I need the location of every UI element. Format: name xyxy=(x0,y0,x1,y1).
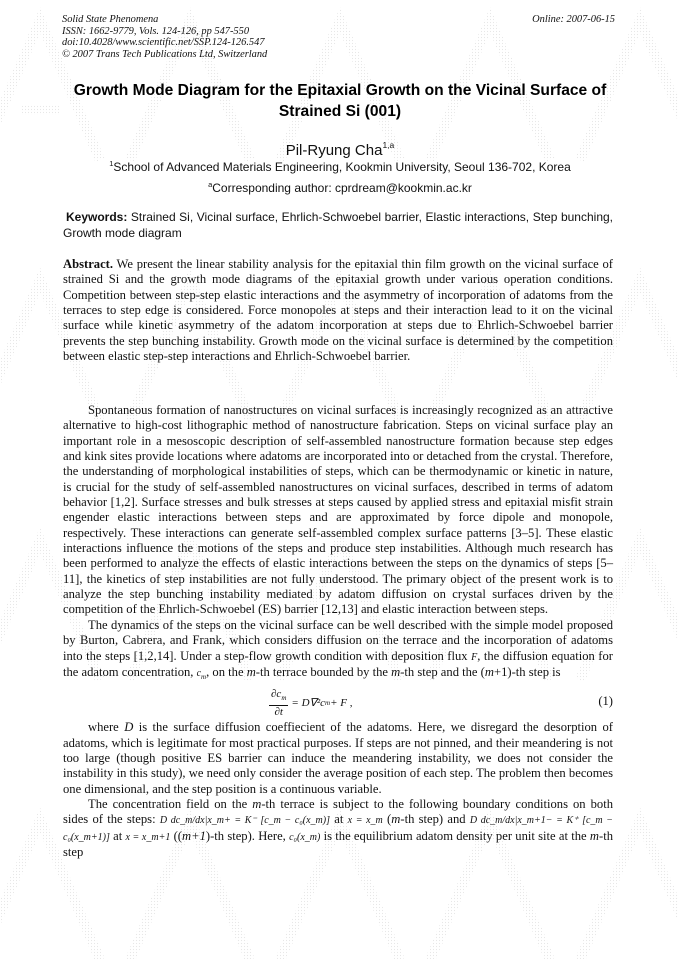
math-subscript: m xyxy=(281,694,287,703)
math-subscript: m xyxy=(325,699,331,708)
text-span: +1)-th step is xyxy=(493,664,561,679)
math-symbol: c xyxy=(196,667,202,679)
text-span: , the diffusion equation for the adatom concentration, xyxy=(63,648,613,679)
issn-line: ISSN: 1662-9779, Vols. 124-126, pp 547-550 xyxy=(62,25,250,37)
boundary-condition-1: D dc_m/dx|x_m+ = K⁻ [c_m − c₀(x_m)] xyxy=(159,815,331,827)
doi-line: doi:10.4028/www.scientific.net/SSP.124-126.547 xyxy=(62,37,265,49)
author-name: Pil-Ryung Cha xyxy=(285,142,383,159)
text-span: The dynamics of the steps on the vicinal surface can be well described with the simple model proposed by Burton, Cabrera, and Frank, which considers diffusion on the terrace and the incorporation of adatoms into the steps [1,2,14]. Under a step-flow growth condition with deposition flux xyxy=(63,617,613,663)
text-span: at xyxy=(109,828,126,843)
equation-fraction xyxy=(269,688,288,719)
text-span: The concentration field on the xyxy=(88,796,253,811)
math-m: m xyxy=(252,796,262,811)
text-span: , on the xyxy=(206,664,247,679)
keywords xyxy=(63,209,613,241)
paragraph-1: Spontaneous formation of nanostructures on vicinal surfaces is increasingly recognized as an attractive alternative to high-cost lithographic method of nanostructure fabrication. Steps on vicinal surface play an important role in a mesoscopic description of self-assembled nanostructure formation because step edges and kink sites provide locations where adatoms are incorporated into or detached from the crystal. Therefore, the understanding of morphological instabilities of steps, which can be thermodynamic or kinetic in nature, is crucial for the study of self-assembled nanostructures on vicinal surfaces, described in terms of adatom behavior [1,2]. Surface stresses and bulk stresses at steps caused by applied stress and epitaxial misfit strain engender elastic interactions between steps and are approximated by force dipole and monopole, respectively. These interactions can generate self-assembled complex surface patterns [3–5]. These elastic interactions influence the motions of the steps and produce step instabilities. Although much research has been performed to analyze the effects of elastic interactions between the steps on the dynamics of steps [5–11], the kinetics of step instabilities are not fully understood. The primary object of the present work is to analyze the step bunching instability mediated by adatom diffusion on crystal surfaces driven by the competition of the Ehrlich-Schwoebel (ES) barrier [12,13] and elastic interaction between steps. xyxy=(63,403,613,617)
corresponding-author xyxy=(40,177,640,196)
equation-1 xyxy=(63,686,613,718)
paper-title xyxy=(40,80,640,122)
math-position: x = x_m xyxy=(347,815,383,827)
abstract-text: We present the linear stability analysis for the epitaxial thin film growth on the vicinal surface of strained Si and the growth mode diagrams of the epitaxial growth under various operation conditions. Competition between step-step elastic interactions and the asymmetry of incorporation of adatoms from the terraces to step edge is considered. Force monopoles at steps and their interaction lead to it on the vicinal surface while kinetic asymmetry of the adatom incorporation at steps due to Ehrlich-Schwoebel barrier prevents the step bunching instability. Growth mode on the vicinal surface is determined by the competition between elastic step-step interactions and Ehrlich-Schwoebel barrier. xyxy=(63,257,613,364)
text-span: -th step and the ( xyxy=(400,664,485,679)
math-m: m xyxy=(484,664,494,679)
math-m: m+1 xyxy=(181,828,206,843)
text-span: where xyxy=(88,720,125,735)
fraction-numerator xyxy=(269,688,288,706)
journal-name: Solid State Phenomena xyxy=(62,14,159,25)
affiliation-superscript: 1 xyxy=(109,159,114,168)
paragraph-2 xyxy=(63,618,613,685)
text-span: -th terrace is subject to the following boundary conditions on both sides of the steps: xyxy=(63,796,613,827)
copyright-line: © 2007 Trans Tech Publications Ltd, Switzerland xyxy=(62,48,268,60)
boundary-condition-2: D dc_m/dx|x_m+1− = K⁺ [c_m − c₀(x_m+1)] xyxy=(63,815,613,843)
main-body xyxy=(63,403,613,860)
journal-header xyxy=(62,14,267,60)
math-flux: F xyxy=(471,651,478,663)
affiliation xyxy=(40,156,640,175)
text-span: -th step xyxy=(63,828,613,859)
title-line-2: Strained Si (001) xyxy=(278,103,402,120)
equation-rhs-tail: + F , xyxy=(330,697,353,710)
title-line-1: Growth Mode Diagram for the Epitaxial Growth on the Vicinal Surface of xyxy=(73,82,607,99)
fraction-denominator: ∂t xyxy=(274,706,283,719)
corresponding-superscript: a xyxy=(208,180,213,189)
math-m: m xyxy=(246,664,256,679)
math-symbol: ∂c xyxy=(271,688,282,701)
abstract-label: Abstract. xyxy=(63,257,114,271)
math-equilibrium-density: c₀(x_m) xyxy=(289,831,321,843)
abstract xyxy=(63,257,613,364)
author-superscript: 1,a xyxy=(382,140,395,150)
text-span: -th terrace bounded by the xyxy=(255,664,392,679)
math-m: m xyxy=(589,828,599,843)
text-span: ( xyxy=(382,812,392,827)
online-date: Online: 2007-06-15 xyxy=(532,14,615,25)
text-span: at xyxy=(330,812,348,827)
text-span: is the surface diffusion coeffiecient of the adatoms. Here, we disregard the desorption of adatoms, which is legitimate for most practical purposes. If steps are not pinned, and their meandering is not too large (though positive ES barrier can induce the meandering instability, we does not consider the instability in this study), we need only consider the average position of each step. The problem then becomes one dimensional, and the step position is a continuous variable. xyxy=(63,720,613,796)
keywords-text: Strained Si, Vicinal surface, Ehrlich-Schwoebel barrier, Elastic interactions, Step bunching, Growth mode diagram xyxy=(63,210,613,240)
math-concentration xyxy=(197,668,207,679)
affiliation-text: School of Advanced Materials Engineering, Kookmin University, Seoul 136-702, Korea xyxy=(113,160,571,174)
text-span: -th step) and xyxy=(400,812,470,827)
text-span: is the equilibrium adatom density per unit site at the xyxy=(320,828,590,843)
math-d: D xyxy=(124,720,134,735)
keywords-label: Keywords: xyxy=(66,210,128,224)
math-position: x = x_m+1 xyxy=(125,831,171,843)
equation-number: (1) xyxy=(598,694,613,709)
equation-rhs: = D∇²c xyxy=(291,697,326,710)
math-subscript: m xyxy=(201,672,207,681)
paragraph-3 xyxy=(63,720,613,797)
equation-body xyxy=(269,688,353,719)
text-span: )-th step). Here, xyxy=(205,828,290,843)
corresponding-text: Corresponding author: cprdream@kookmin.ac.kr xyxy=(212,181,472,195)
paragraph-4 xyxy=(63,797,613,860)
text-span: (( xyxy=(170,828,182,843)
math-m: m xyxy=(391,812,401,827)
math-m: m xyxy=(391,664,401,679)
